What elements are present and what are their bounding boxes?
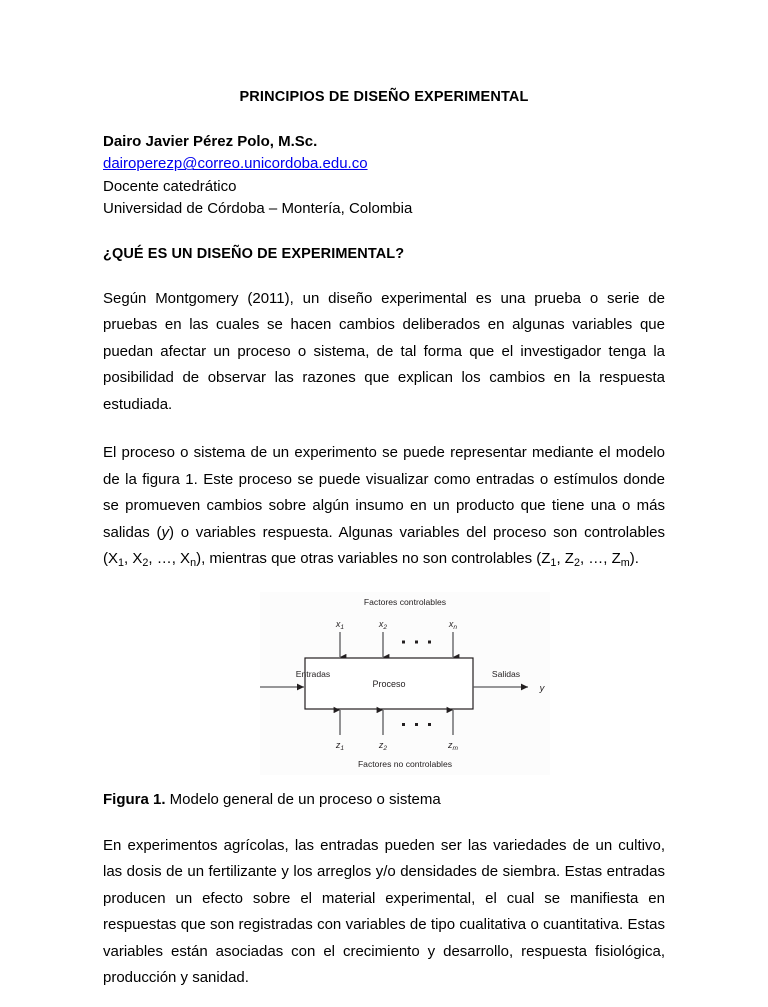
factor-label-z2: $z_2$ xyxy=(378,739,388,752)
subscript-xn: n xyxy=(190,557,197,570)
paragraph-definition: Según Montgomery (2011), un diseño experimental es una prueba o serie de pruebas en las cuales se hacen cambios deliberados en algunas variables que puedan afectar un proceso o sistema, de tal forma que el investigador tenga la posibilidad de observar las razones que explican los cambios en la respuesta estudiada. xyxy=(103,289,665,413)
paragraph-model xyxy=(103,440,665,574)
paragraph-model-part-5: ), mientras que otras variables no son controlables (Z xyxy=(196,550,551,568)
page-title: PRINCIPIOS DE DISEÑO EXPERIMENTAL xyxy=(239,89,529,105)
figure-output-label: Salidas xyxy=(491,668,521,679)
process-box-label: Proceso xyxy=(372,678,406,689)
process-model-diagram xyxy=(260,592,550,775)
author-email-link[interactable]: dairoperezp@correo.unicordoba.edu.co xyxy=(103,155,368,173)
figure-caption-text: Modelo general de un proceso o sistema xyxy=(165,790,441,808)
factor-label-x1: $x_1$ xyxy=(335,618,345,631)
factor-label-xn: $x_n$ xyxy=(448,618,458,631)
author-block xyxy=(103,131,665,221)
figure-bottom-caption: Factores no controlables xyxy=(357,758,453,769)
subscript-x1: 1 xyxy=(118,557,125,570)
figure-input-label: Entradas xyxy=(295,668,331,679)
paragraph-model-part-7: , …, Z xyxy=(579,550,621,568)
variable-y-inline: y xyxy=(161,523,169,541)
author-affiliation: Universidad de Córdoba – Montería, Colombia xyxy=(103,200,413,218)
subscript-zm: m xyxy=(620,557,630,570)
paragraph-model-part-1: El proceso o sistema de un experimento se puede representar mediante el modelo de la figura 1. Este proceso se puede visualizar como entradas o estímulos donde se promueven cambios sobre algún insumo en un producto que tiene una o más salidas ( xyxy=(103,444,665,541)
subscript-x2: 2 xyxy=(142,557,149,570)
paragraph-model-part-2: ) o variables respuesta. Algunas variables del proceso son controlables (X xyxy=(103,523,665,568)
figure-1 xyxy=(0,592,768,775)
output-variable-y: y xyxy=(539,682,545,694)
subscript-z1: 1 xyxy=(550,557,557,570)
author-role: Docente catedrático xyxy=(103,177,237,195)
section-heading: ¿QUÉ ES UN DISEÑO DE EXPERIMENTAL? xyxy=(103,245,405,262)
subscript-z2: 2 xyxy=(573,557,580,570)
factor-label-zm: $z_m$ xyxy=(448,739,458,752)
paragraph-model-part-4: , …, X xyxy=(148,550,191,568)
author-name: Dairo Javier Pérez Polo, M.Sc. xyxy=(103,133,318,150)
paragraph-model-part-6: , Z xyxy=(556,550,574,568)
paragraph-model-part-3: , X xyxy=(124,550,143,568)
author-email-line xyxy=(103,153,665,175)
figure-caption xyxy=(103,789,665,811)
ellipsis-top xyxy=(402,640,431,643)
factor-label-z1: $z_1$ xyxy=(335,739,345,752)
paragraph-agricultural: En experimentos agrícolas, las entradas pueden ser las variedades de un cultivo, las dosis de un fertilizante y los arreglos y/o densidades de siembra. Estas entradas producen un efecto sobre el material experimental, el cual se manifiesta en respuestas que son registradas con variables de tipo cualitativa o cuantitativa. Estas variables están asociadas con el crecimiento y desarrollo, respuesta fisiológica, producción y sanidad. xyxy=(103,836,665,987)
ellipsis-bottom xyxy=(402,723,431,726)
factor-label-x2: $x_2$ xyxy=(378,618,388,631)
paragraph-model-part-8: ). xyxy=(629,550,639,568)
figure-caption-label: Figura 1. xyxy=(103,790,166,808)
document-content xyxy=(103,0,665,1007)
figure-top-caption: Factores controlables xyxy=(363,596,447,607)
